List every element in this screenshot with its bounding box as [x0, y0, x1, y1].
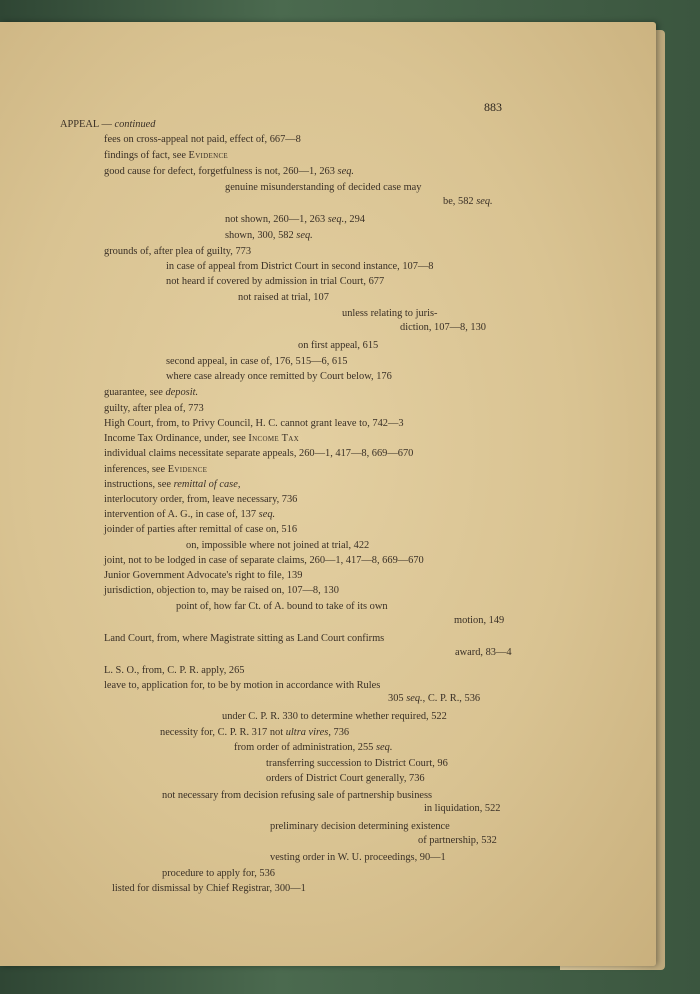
- index-line-text: , C. P. R., 536: [422, 693, 481, 704]
- index-line-text: joinder of parties after remittal of case on, 516: [104, 524, 298, 535]
- index-line: [418, 834, 497, 847]
- index-line: [104, 432, 299, 445]
- index-line-text: findings of fact, see: [104, 150, 189, 161]
- index-line-text: from order of administration, 255: [234, 742, 376, 753]
- index-line: [176, 600, 388, 613]
- index-line: [443, 195, 493, 208]
- index-line-text: not shown, 260—1, 263: [225, 214, 328, 225]
- index-line-text: not necessary from decision refusing sale of partnership business: [162, 790, 433, 801]
- index-line-text: diction, 107—8, 130: [400, 322, 487, 333]
- index-line: [266, 772, 425, 785]
- book-page: [0, 22, 656, 966]
- index-line-text: individual claims necessitate separate appeals, 260—1, 417—8, 669—670: [104, 448, 414, 459]
- index-line: [104, 245, 251, 258]
- index-line-text: instructions, see: [104, 479, 174, 490]
- index-line-text: award, 83—4: [455, 647, 512, 658]
- index-line: [342, 307, 438, 320]
- index-line: [270, 851, 446, 864]
- index-line: [104, 402, 204, 415]
- index-line: [104, 386, 198, 399]
- index-line: [238, 291, 329, 304]
- index-line-text: orders of District Court generally, 736: [266, 773, 425, 784]
- index-line-text: seq.: [296, 230, 313, 241]
- index-line: [104, 133, 301, 146]
- index-line-text: 305: [388, 693, 407, 704]
- index-line: [166, 275, 384, 288]
- index-line-text: L. S. O., from, C. P. R. apply, 265: [104, 665, 245, 676]
- index-line-text: Evidence: [167, 464, 208, 475]
- index-line: [454, 614, 504, 627]
- index-line-text: second appeal, in case of, 176, 515—6, 615: [166, 356, 348, 367]
- index-line-text: remittal of case,: [173, 479, 241, 490]
- index-heading: [60, 118, 155, 131]
- index-line-text: joint, not to be lodged in case of separate claims, 260—1, 417—8, 669—670: [104, 555, 424, 566]
- index-line-text: intervention of A. G., in case of, 137: [104, 509, 259, 520]
- index-line-text: Income Tax: [248, 433, 299, 444]
- index-line-text: deposit.: [165, 387, 199, 398]
- index-line-text: under C. P. R. 330 to determine whether required, 522: [222, 711, 447, 722]
- index-line-text: interlocutory order, from, leave necessary, 736: [104, 494, 298, 505]
- index-line-text: seq.: [406, 693, 423, 704]
- index-line: [400, 321, 486, 334]
- index-line: [225, 213, 365, 226]
- index-line-text: be, 582: [443, 196, 477, 207]
- index-line-text: , 294: [344, 214, 365, 225]
- heading-term: APPEAL: [60, 119, 99, 130]
- index-line-text: inferences, see: [104, 464, 168, 475]
- index-line-text: genuine misunderstanding of decided case may: [225, 182, 422, 193]
- index-line: [298, 339, 378, 352]
- index-line: [104, 569, 302, 582]
- index-line-text: guarantee, see: [104, 387, 166, 398]
- index-line: [270, 820, 450, 833]
- index-line-text: where case already once remitted by Court below, 176: [166, 371, 392, 382]
- index-line-text: unless relating to juris-: [342, 308, 438, 319]
- index-line: [166, 260, 434, 273]
- index-line-text: point of, how far Ct. of A. bound to take of its own: [176, 601, 388, 612]
- index-line-text: in liquidation, 522: [424, 803, 501, 814]
- index-line: [160, 726, 349, 739]
- index-line-text: on, impossible where not joined at trial, 422: [186, 540, 370, 551]
- index-line-text: in case of appeal from District Court in second instance, 107—8: [166, 261, 434, 272]
- index-line-text: leave to, application for, to be by motion in accordance with Rules: [104, 680, 381, 691]
- index-line-text: shown, 300, 582: [225, 230, 297, 241]
- index-line-text: High Court, from, to Privy Council, H. C. cannot grant leave to, 742—3: [104, 418, 404, 429]
- index-line: [104, 664, 244, 677]
- index-line-text: Evidence: [188, 150, 229, 161]
- index-line-text: transferring succession to District Court, 96: [266, 758, 448, 769]
- index-line-text: good cause for defect, forgetfulness is not, 260—1, 263: [104, 166, 338, 177]
- index-line-text: jurisdiction, objection to, may be raised on, 107—8, 130: [104, 585, 339, 596]
- index-line: [104, 417, 404, 430]
- index-line: [222, 710, 447, 723]
- heading-dash: —: [98, 119, 115, 130]
- index-line: [104, 508, 275, 521]
- index-line-text: Junior Government Advocate's right to file, 139: [104, 570, 303, 581]
- page-number: 883: [484, 100, 502, 114]
- index-line-text: ultra vires: [285, 727, 329, 738]
- index-line-text: seq.: [476, 196, 493, 207]
- index-line-text: grounds of, after plea of guilty, 773: [104, 246, 252, 257]
- index-line-text: procedure to apply for, 536: [162, 868, 275, 879]
- index-line: [104, 584, 339, 597]
- index-line: [162, 867, 275, 880]
- index-line: [234, 741, 392, 754]
- index-line: [104, 165, 354, 178]
- index-line: [266, 757, 448, 770]
- index-line-text: seq.: [327, 214, 345, 225]
- index-line-text: guilty, after plea of, 773: [104, 403, 204, 414]
- index-line: [166, 370, 392, 383]
- index-line-text: not heard if covered by admission in trial Court, 677: [166, 276, 385, 287]
- index-line: [104, 632, 384, 645]
- index-line: [104, 463, 207, 476]
- index-line: [166, 355, 348, 368]
- index-line: [104, 679, 380, 692]
- index-line: [104, 447, 413, 460]
- index-line: [104, 554, 424, 567]
- index-line-text: seq.: [337, 166, 354, 177]
- index-line-text: motion, 149: [454, 615, 505, 626]
- index-line-text: Income Tax Ordinance, under, see: [104, 433, 249, 444]
- index-line: [225, 181, 422, 194]
- index-line-text: not raised at trial, 107: [238, 292, 329, 303]
- index-line: [104, 478, 240, 491]
- index-line: [104, 493, 297, 506]
- index-line: [112, 882, 306, 895]
- index-line: [388, 692, 480, 705]
- index-line: [162, 789, 432, 802]
- index-line: [225, 229, 313, 242]
- index-line-text: fees on cross-appeal not paid, effect of, 667—8: [104, 134, 301, 145]
- index-line-text: seq.: [258, 509, 276, 520]
- index-line-text: listed for dismissal by Chief Registrar, 300—1: [112, 883, 306, 894]
- index-line: [424, 802, 500, 815]
- index-line: [104, 149, 228, 162]
- index-line: [104, 523, 297, 536]
- index-line-text: of partnership, 532: [418, 835, 497, 846]
- index-line-text: , 736: [328, 727, 350, 738]
- index-line-text: Land Court, from, where Magistrate sitting as Land Court confirms: [104, 633, 385, 644]
- index-line-text: on first appeal, 615: [298, 340, 379, 351]
- index-line-text: preliminary decision determining existence: [270, 821, 450, 832]
- index-line: [186, 539, 369, 552]
- index-line-text: necessity for, C. P. R. 317 not: [160, 727, 286, 738]
- heading-continued: continued: [114, 119, 156, 130]
- index-line-text: seq.: [375, 742, 393, 753]
- index-line: [455, 646, 512, 659]
- index-line-text: vesting order in W. U. proceedings, 90—1: [270, 852, 446, 863]
